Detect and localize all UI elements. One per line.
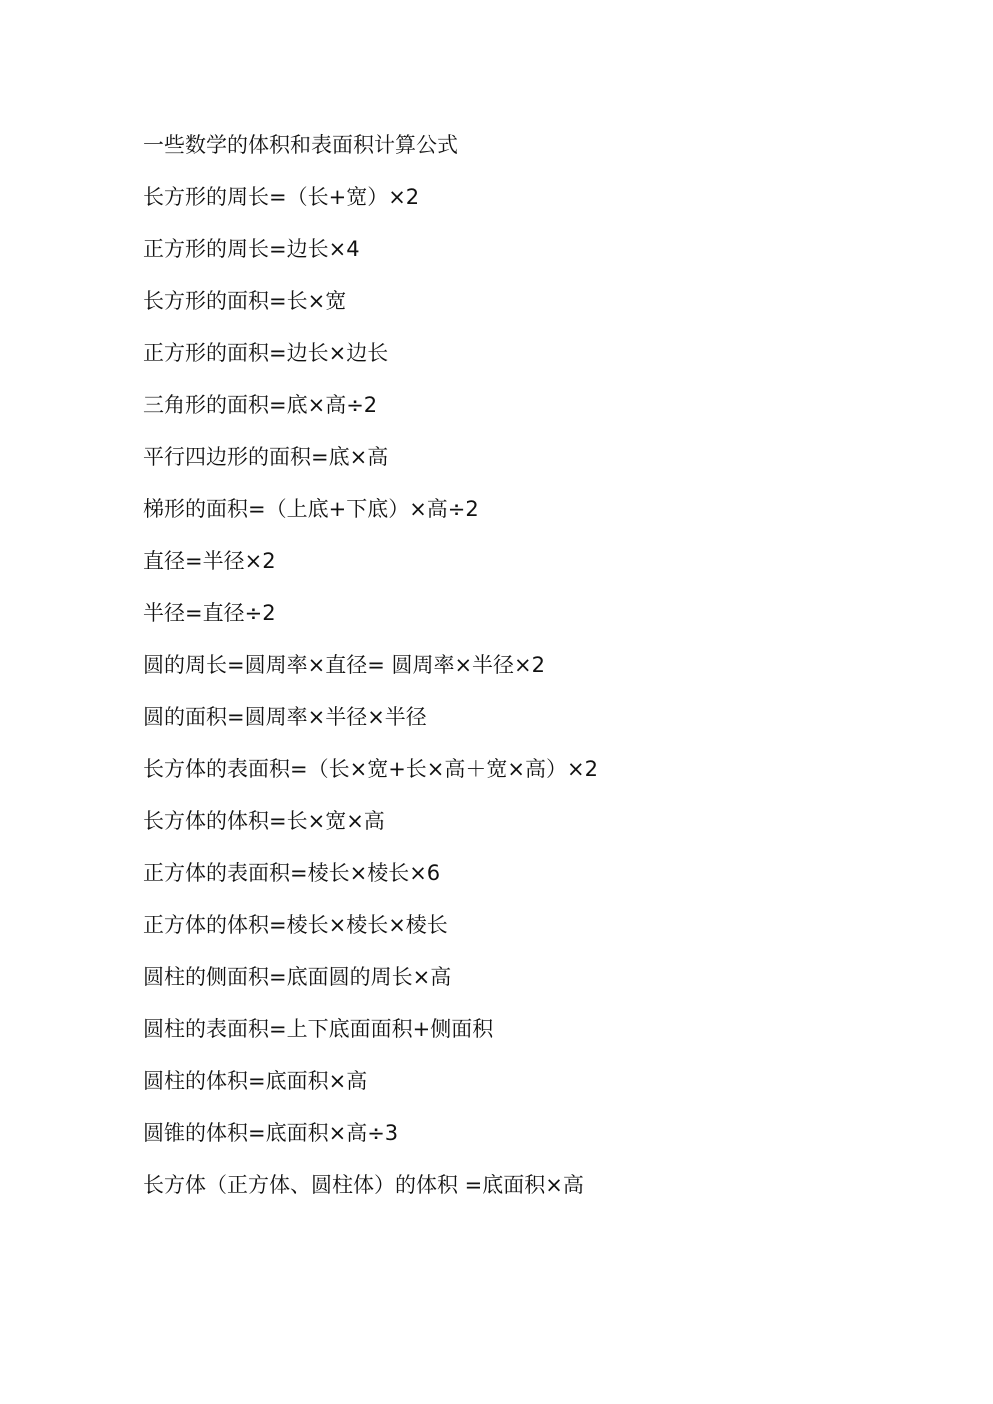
formula-line: 长方体的体积=长×宽×高 (143, 809, 385, 833)
formula-line: 圆柱的体积=底面积×高 (143, 1069, 368, 1093)
document-title: 一些数学的体积和表面积计算公式 (143, 133, 458, 157)
formula-line: 半径=直径÷2 (143, 601, 276, 625)
formula-line: 长方体的表面积=（长×宽+长×高＋宽×高）×2 (143, 757, 598, 781)
formula-line: 正方形的面积=边长×边长 (143, 341, 389, 365)
formula-line: 圆的周长=圆周率×直径= 圆周率×半径×2 (143, 653, 546, 677)
formula-line: 圆的面积=圆周率×半径×半径 (143, 705, 427, 729)
formula-line: 梯形的面积=（上底+下底）×高÷2 (143, 497, 479, 521)
formula-line: 圆柱的侧面积=底面圆的周长×高 (143, 965, 452, 989)
formula-line: 三角形的面积=底×高÷2 (143, 393, 378, 417)
formula-line: 正方形的周长=边长×4 (143, 237, 360, 261)
formula-line: 平行四边形的面积=底×高 (143, 445, 389, 469)
formula-line: 圆柱的表面积=上下底面面积+侧面积 (143, 1017, 494, 1041)
formula-line: 正方体的表面积=棱长×棱长×6 (143, 861, 441, 885)
document-content (143, 128, 903, 1220)
formula-line: 长方体（正方体、圆柱体）的体积 =底面积×高 (143, 1173, 584, 1197)
formula-line: 长方形的面积=长×宽 (143, 289, 347, 313)
formula-line: 长方形的周长=（长+宽）×2 (143, 185, 420, 209)
formula-line: 直径=半径×2 (143, 549, 276, 573)
formula-line: 正方体的体积=棱长×棱长×棱长 (143, 913, 448, 937)
formula-line: 圆锥的体积=底面积×高÷3 (143, 1121, 399, 1145)
